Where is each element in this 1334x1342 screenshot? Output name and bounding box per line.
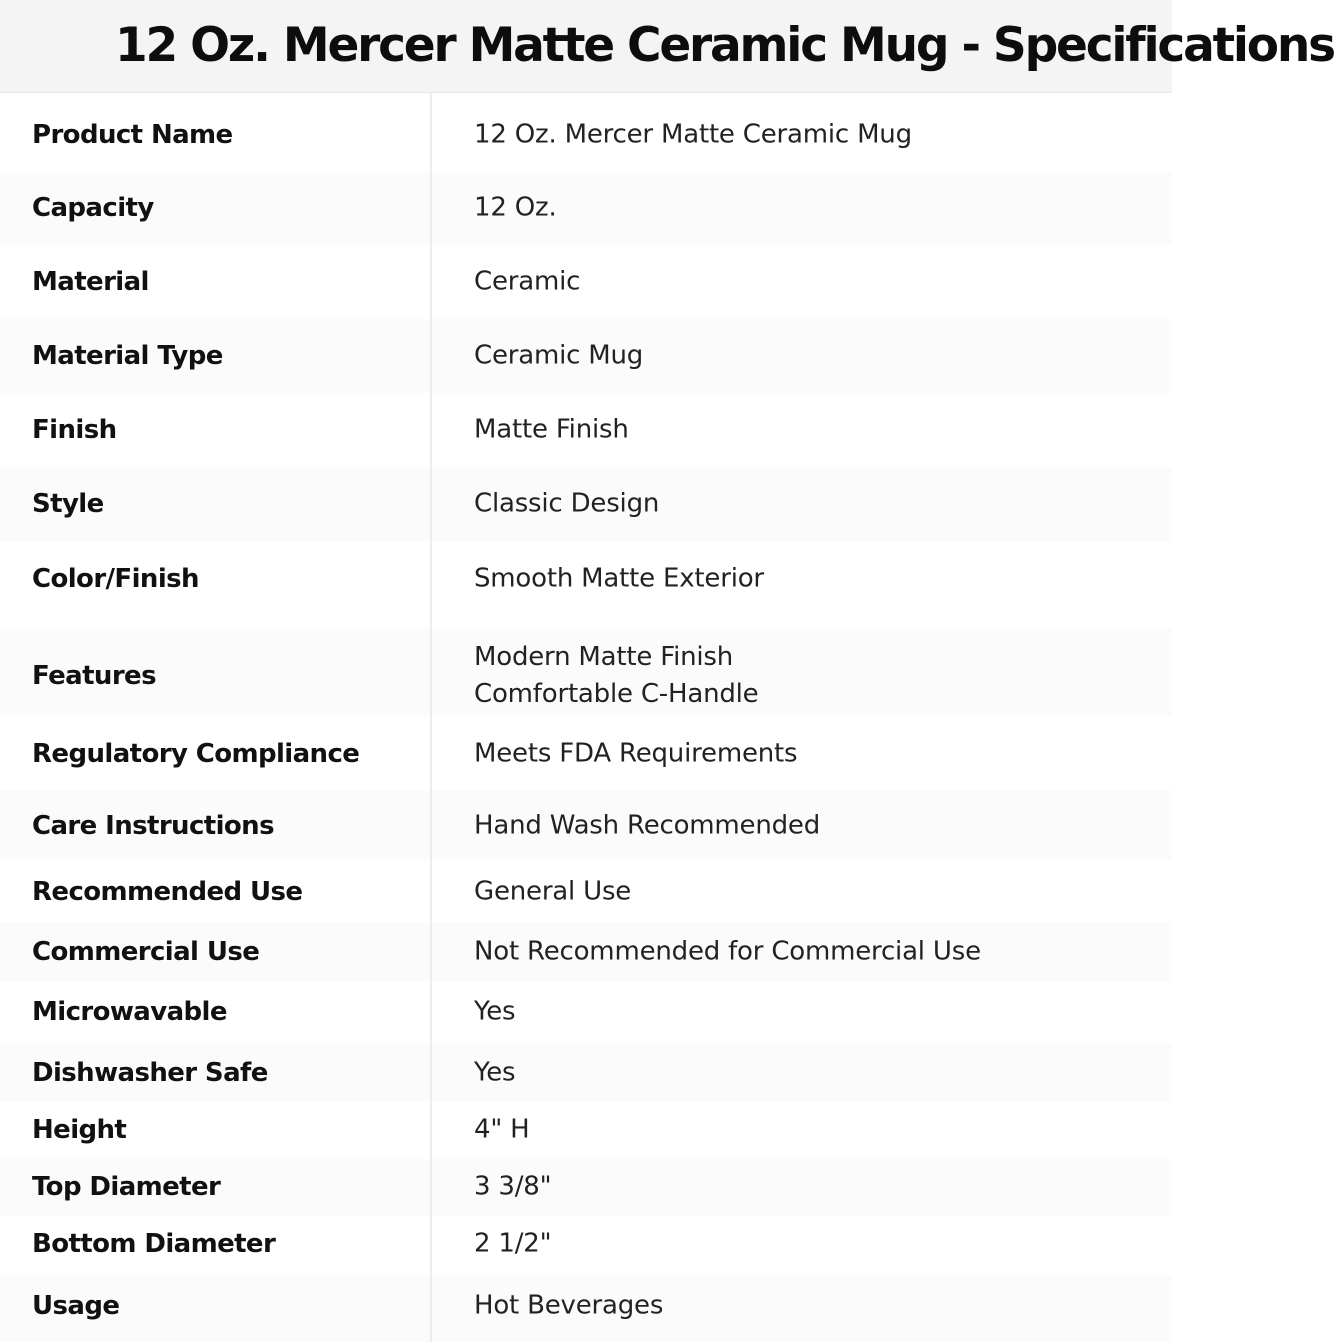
spec-value: [474, 1226, 551, 1263]
table-row: [0, 542, 1172, 628]
table-row: [0, 393, 1172, 467]
table-row: [0, 1102, 1172, 1159]
spec-label: Bottom Diameter: [32, 1229, 276, 1259]
column-divider: [430, 93, 432, 1342]
table-row: [0, 859, 1172, 922]
table-row: [0, 467, 1172, 542]
spec-value: [474, 117, 912, 154]
spec-label: Height: [32, 1115, 127, 1145]
spec-value: [474, 874, 631, 911]
spec-label: Regulatory Compliance: [32, 739, 360, 769]
spec-value-line: Classic Design: [474, 488, 660, 519]
spec-value: [474, 1112, 530, 1149]
spec-value: [474, 736, 797, 773]
table-row: [0, 628, 1172, 715]
spec-label: Top Diameter: [32, 1172, 221, 1202]
spec-value-line: Hand Wash Recommended: [474, 810, 821, 841]
spec-value-line: 2 1/2": [474, 1228, 552, 1259]
spec-table: [0, 93, 1172, 1342]
spec-value-line: Smooth Matte Exterior: [474, 563, 764, 594]
spec-value: [474, 412, 629, 449]
spec-value-line: 12 Oz. Mercer Matte Ceramic Mug: [474, 119, 912, 150]
title-bar: [0, 0, 1334, 93]
spec-value-line: Yes: [474, 996, 516, 1027]
spec-label: Dishwasher Safe: [32, 1058, 268, 1088]
spec-label: Recommended Use: [32, 877, 303, 907]
spec-label: Material Type: [32, 341, 223, 371]
table-row: [0, 1275, 1172, 1342]
spec-value: [474, 994, 515, 1031]
spec-label: Microwavable: [32, 997, 227, 1027]
table-row: [0, 715, 1172, 790]
spec-value-line: Hot Beverages: [474, 1290, 664, 1321]
table-row: [0, 1216, 1172, 1275]
spec-value-line: General Use: [474, 876, 632, 907]
spec-value-line: Matte Finish: [474, 414, 629, 445]
spec-label: Product Name: [32, 120, 233, 150]
spec-value: [474, 1288, 663, 1325]
table-row: [0, 319, 1172, 393]
spec-label: Care Instructions: [32, 811, 274, 841]
table-row: [0, 1159, 1172, 1216]
spec-value-line: 3 3/8": [474, 1171, 552, 1202]
spec-label: Color/Finish: [32, 564, 199, 594]
spec-value: [474, 639, 758, 713]
spec-value-line: Modern Matte Finish: [474, 642, 734, 672]
table-row: [0, 982, 1172, 1043]
spec-value: [474, 808, 820, 845]
spec-label: Usage: [32, 1291, 120, 1321]
spec-value-line: 4" H: [474, 1114, 530, 1145]
spec-value-line: Yes: [474, 1057, 516, 1088]
spec-label: Finish: [32, 415, 117, 445]
table-row: [0, 1043, 1172, 1102]
spec-value-line: 12 Oz.: [474, 192, 557, 223]
spec-label: Capacity: [32, 193, 154, 223]
spec-label: Commercial Use: [32, 937, 260, 967]
spec-label: Style: [32, 489, 104, 519]
page-title: 12 Oz. Mercer Matte Ceramic Mug - Specifications: [115, 18, 1334, 73]
spec-value: [474, 1055, 515, 1092]
table-row: [0, 790, 1172, 859]
spec-value-line: Ceramic Mug: [474, 340, 644, 371]
spec-value: [474, 561, 764, 598]
table-row: [0, 922, 1172, 982]
spec-label: Material: [32, 267, 149, 297]
spec-value-line: Comfortable C-Handle: [474, 679, 759, 709]
table-row: [0, 93, 1172, 172]
spec-value: [474, 264, 580, 301]
spec-value: [474, 486, 659, 523]
spec-value: [474, 190, 557, 227]
table-row: [0, 172, 1172, 245]
spec-value: [474, 338, 643, 375]
spec-value-line: Ceramic: [474, 266, 581, 297]
spec-value: [474, 1169, 551, 1206]
table-row: [0, 245, 1172, 319]
spec-value-line: Not Recommended for Commercial Use: [474, 936, 981, 967]
spec-value: [474, 934, 981, 971]
spec-value-line: Meets FDA Requirements: [474, 738, 798, 769]
spec-label: Features: [32, 661, 156, 691]
